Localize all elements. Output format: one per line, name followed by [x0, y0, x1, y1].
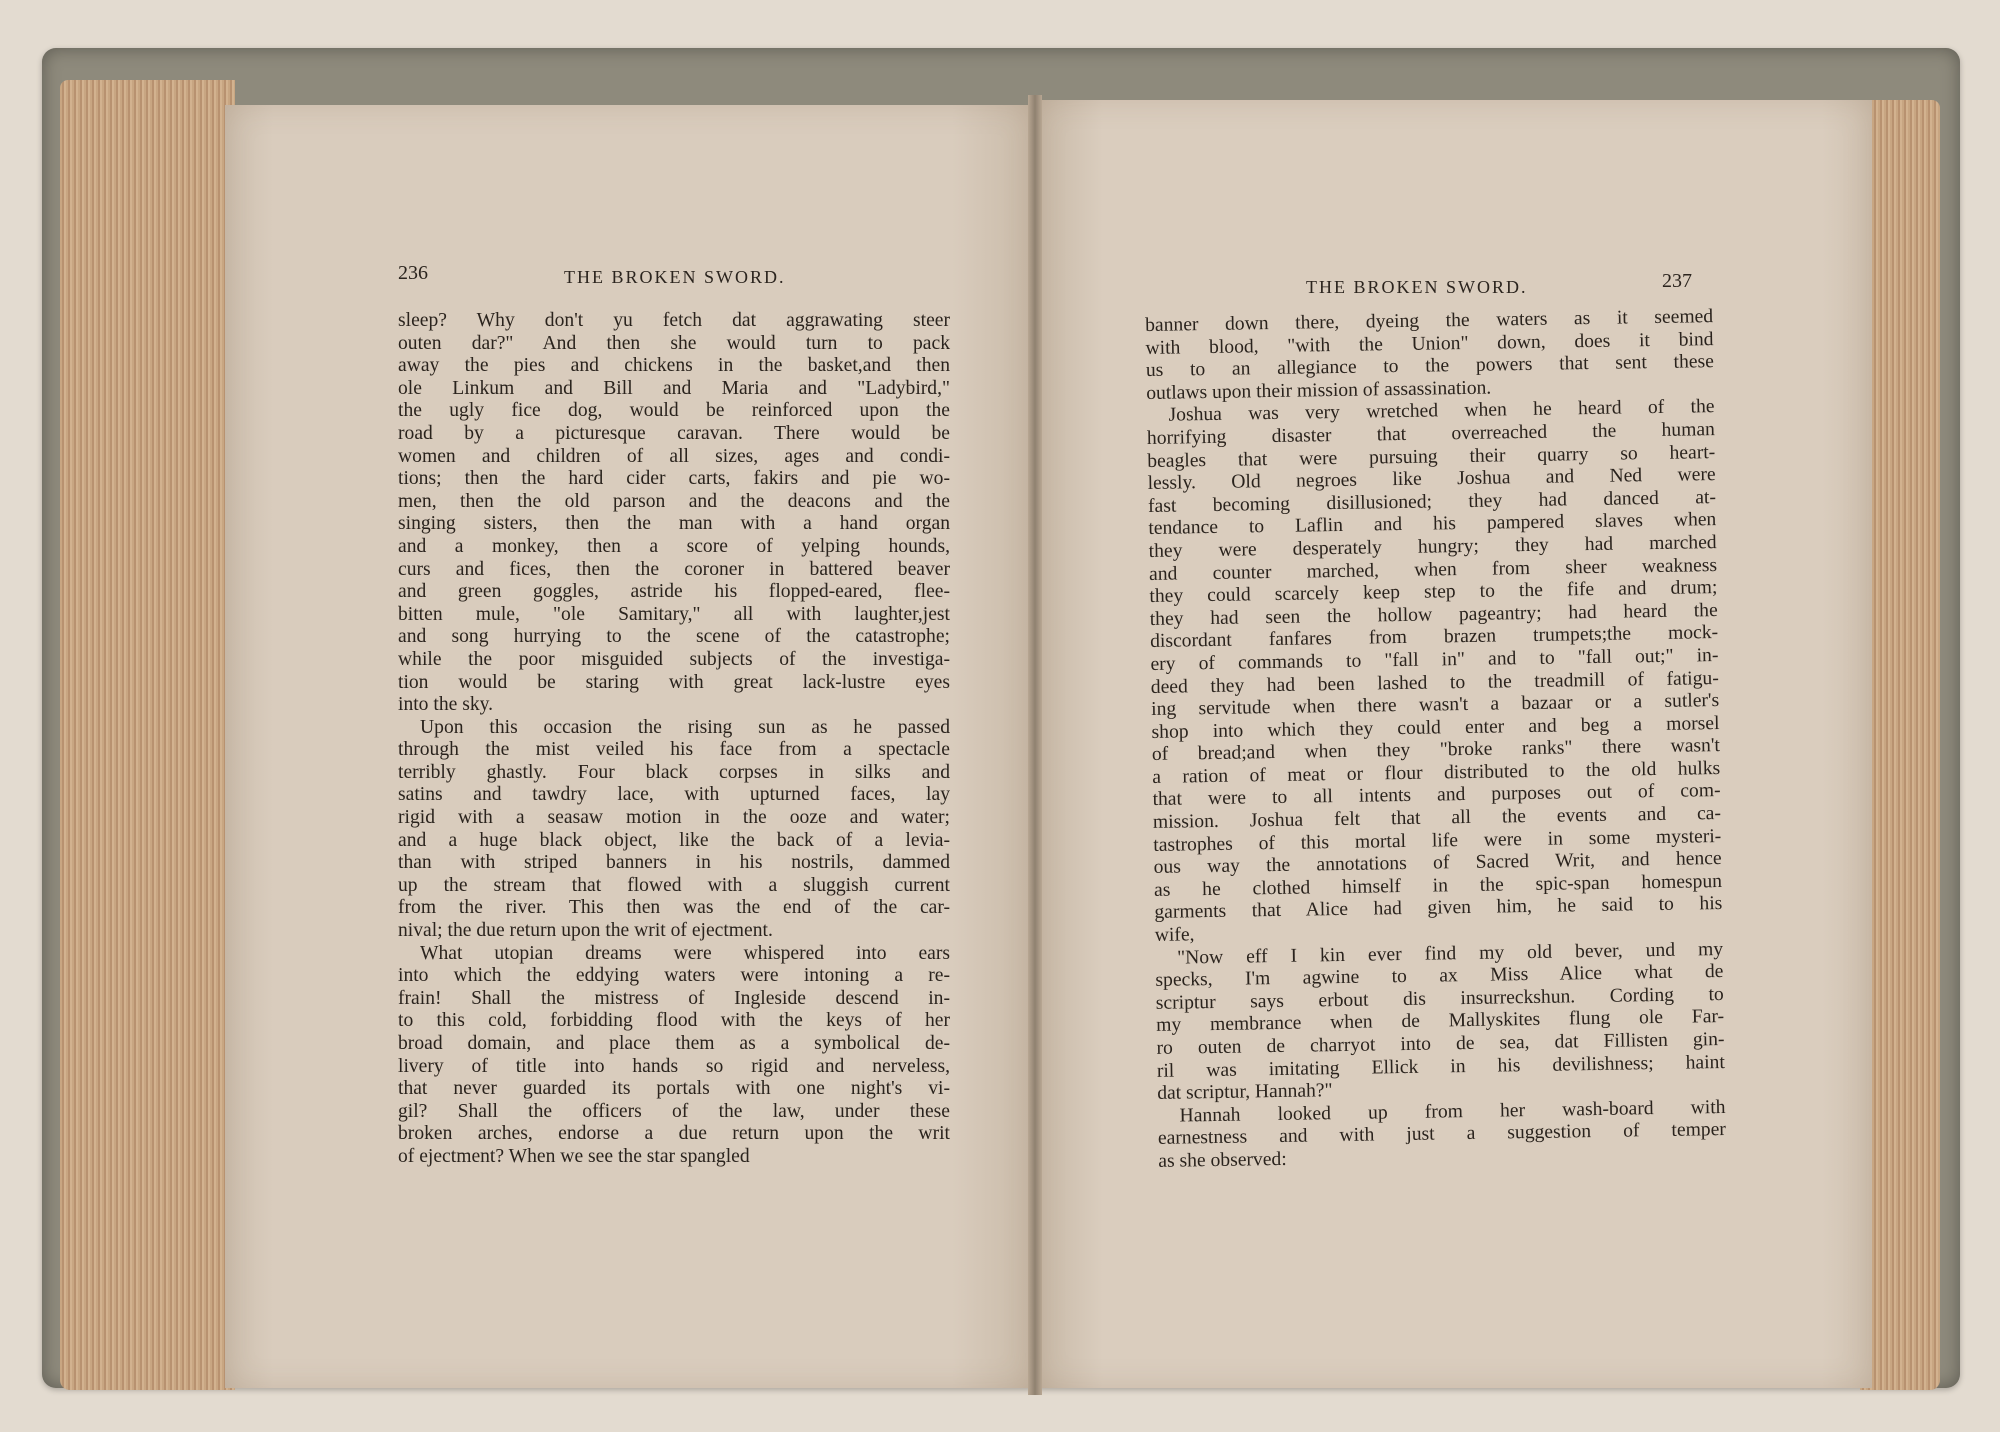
text-line: Hannah looked up from her wash-board with	[1179, 1096, 1726, 1127]
page-number-right: 237	[1662, 270, 1692, 292]
book-gutter	[1028, 95, 1042, 1395]
text-line: away the pies and chickens in the basket,and then	[398, 355, 950, 377]
right-page-edges	[1860, 100, 1940, 1390]
text-line: discordant fanfares from brazen trumpets;the mock-	[1149, 622, 1719, 653]
text-line: us to an allegiance to the powers that sent these	[1145, 351, 1714, 382]
text-line: ery of commands to "fall in" and to "fall out;" in-	[1150, 644, 1719, 675]
text-line: satins and tawdry lace, with upturned faces, lay	[398, 784, 950, 806]
text-line: men, then the old parson and the deacons and the	[398, 490, 950, 512]
text-line: earnestness and with just a suggestion of temper	[1157, 1119, 1727, 1150]
text-line: tastrophes of this mortal life were in some mysteri-	[1153, 825, 1722, 856]
text-line: of ejectment? When we see the star spangled	[398, 1145, 750, 1167]
text-line: horrifying disaster that overreached the human	[1146, 419, 1716, 449]
text-line: fast becoming disillusioned; they had danced at-	[1147, 486, 1717, 517]
text-line: while the poor misguided subjects of the investiga-	[398, 648, 950, 670]
text-line: shop into which they could enter and beg a morsel	[1151, 712, 1720, 743]
text-line: rigid with a seasaw motion in the ooze and water;	[398, 807, 950, 829]
text-line: ril was imitating Ellick in his devilishness; haint	[1156, 1051, 1725, 1082]
text-line: ro outen de charryot into de sea, dat Fillisten gin-	[1156, 1028, 1725, 1059]
text-line: Joshua was very wretched when he heard of the	[1168, 396, 1715, 427]
text-line: they could scarcely keep step to the fife and drum;	[1149, 577, 1718, 608]
text-line: scriptur says erbout dis insurreckshun. Cording to	[1155, 983, 1724, 1014]
text-line: of bread;and when they "broke ranks" there wasn't	[1151, 735, 1721, 766]
text-line: they had seen the hollow pageantry; had heard the	[1149, 599, 1718, 630]
text-line: ing servitude when there wasn't a bazaar or a sutler's	[1151, 690, 1720, 721]
text-line: tion would be staring with great lack-lustre eyes	[398, 671, 950, 693]
text-line: than with striped banners in his nostrils, dammed	[398, 852, 950, 874]
text-line: as he clothed himself in the spic-span homespun	[1153, 870, 1723, 901]
text-line: beagles that were pursuing their quarry so heart-	[1147, 441, 1716, 472]
text-line: outen dar?" And then she would turn to pack	[398, 332, 950, 354]
text-line: they were desperately hungry; they had marched	[1148, 531, 1717, 562]
text-line: that never guarded its portals with one night's vi-	[398, 1078, 950, 1100]
text-line: with blood, "with the Union" down, does it bind	[1145, 328, 1714, 359]
text-line: frain! Shall the mistress of Ingleside descend in-	[398, 987, 950, 1009]
text-line: a ration of meat or flour distributed to the old hulks	[1152, 757, 1721, 788]
text-line: that were to all intents and purposes out of com-	[1152, 780, 1721, 811]
text-line: dat scriptur, Hannah?"	[1157, 1080, 1333, 1105]
text-line: through the mist veiled his face from a spectacle	[398, 739, 950, 761]
left-page-text	[398, 310, 950, 1169]
text-line: broad domain, and place them as a symbolical de-	[398, 1033, 950, 1054]
left-page-edges	[60, 80, 235, 1390]
text-line: bitten mule, "ole Samitary," all with laughter,jest	[398, 603, 950, 625]
text-line: sleep? Why don't yu fetch dat aggrawating steer	[398, 310, 950, 331]
text-line: curs and fices, then the coroner in battered beaver	[398, 558, 950, 580]
text-line: "Now eff I kin ever find my old bever, und my	[1176, 938, 1724, 969]
text-line: lessly. Old negroes like Joshua and Ned were	[1147, 464, 1716, 495]
text-line: women and children of all sizes, ages and condi-	[398, 445, 950, 467]
text-line: outlaws upon their mission of assassination.	[1146, 377, 1492, 404]
text-line: and green goggles, astride his flopped-eared, flee-	[398, 581, 950, 603]
text-line: tions; then the hard cider carts, fakirs and pie wo-	[398, 468, 950, 490]
text-line: ole Linkum and Bill and Maria and "Ladybird,"	[398, 377, 950, 399]
text-line: terribly ghastly. Four black corpses in silks and	[398, 761, 950, 783]
text-line: ous way the annotations of Sacred Writ, and hence	[1153, 848, 1722, 879]
running-head-right: THE BROKEN SWORD.	[1306, 277, 1528, 297]
text-line: as she observed:	[1158, 1148, 1287, 1172]
page-number-left: 236	[398, 262, 428, 284]
text-line: up the stream that flowed with a sluggish current	[398, 874, 950, 896]
text-line: to this cold, forbidding flood with the keys of her	[398, 1010, 950, 1032]
text-line: road by a picturesque caravan. There would be	[398, 422, 950, 444]
running-head-left: THE BROKEN SWORD.	[564, 267, 786, 287]
text-line: and a monkey, then a score of yelping hounds,	[398, 535, 950, 557]
text-line: and a huge black object, like the back of a levia-	[398, 829, 950, 851]
text-line: wife,	[1154, 924, 1195, 946]
text-line: specks, I'm agwine to ax Miss Alice what de	[1155, 961, 1724, 992]
text-line: livery of title into hands so rigid and nerveless,	[398, 1055, 950, 1077]
text-line: and counter marched, when from sheer weakness	[1148, 554, 1718, 585]
text-line: nival; the due return upon the writ of ejectment.	[398, 920, 773, 942]
text-line: my membrance when de Mallyskites flung ole Far-	[1156, 1006, 1725, 1037]
text-line: deed they had been lashed to the treadmill of fatigu-	[1150, 667, 1719, 698]
text-line: from the river. This then was the end of the car-	[398, 897, 950, 919]
text-line: banner down there, dyeing the waters as it seemed	[1145, 306, 1714, 336]
text-line: singing sisters, then the man with a hand organ	[398, 513, 950, 535]
text-line: broken arches, endorse a due return upon the writ	[398, 1123, 950, 1145]
text-line: garments that Alice had given him, he said to his	[1154, 893, 1723, 924]
text-line: and song hurrying to the scene of the catastrophe;	[398, 626, 950, 648]
text-line: Upon this occasion the rising sun as he passed	[420, 716, 950, 738]
text-line: gil? Shall the officers of the law, under these	[398, 1100, 950, 1122]
text-line: into the sky.	[398, 694, 494, 716]
text-line: tendance to Laflin and his pampered slaves when	[1148, 509, 1717, 540]
text-line: What utopian dreams were whispered into ears	[420, 942, 950, 964]
text-line: mission. Joshua felt that all the events and ca-	[1152, 803, 1722, 833]
right-page-text	[1145, 306, 1726, 1173]
text-line: into which the eddying waters were intoning a re-	[398, 965, 950, 987]
text-line: the ugly fice dog, would be reinforced upon the	[398, 400, 950, 422]
